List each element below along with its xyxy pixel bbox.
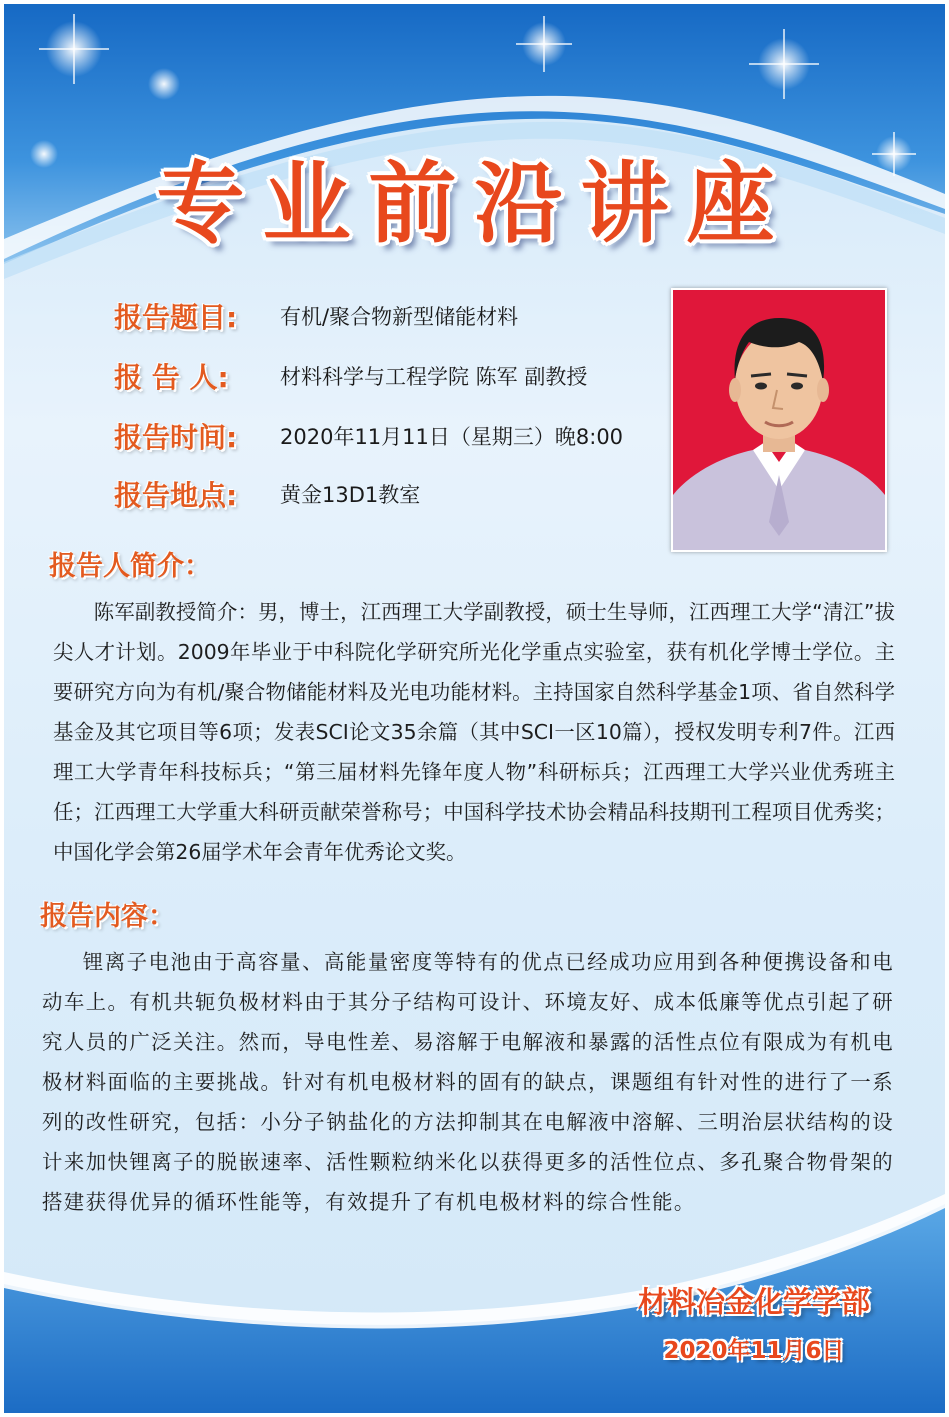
speaker-value: 材料科学与工程学院 陈军 副教授	[280, 365, 588, 389]
poster-date: 2020年11月6日	[663, 1338, 845, 1364]
speaker-label: 报 告 人:	[114, 361, 229, 394]
organizer-name: 材料冶金化学学部	[637, 1285, 870, 1319]
bio-text: 陈军副教授简介：男，博士，江西理工大学副教授，硕士生导师，江西理工大学“清江”拔尖人才计划。2009年毕业于中科院化学研究所光化学重点实验室，获有机化学博士学位。主要研究方向为有机/聚合物储能材料及光电功能材料。主持国家自然科学基金1项、省自然科学基金及其它项目等6项；发表SCI论文35余篇（其中SCI一区10篇），授权发明专利7件。江西理工大学青年科技标兵；“第三届材料先锋年度人物”科研标兵；江西理工大学兴业优秀班主任；江西理工大学重大科研贡献荣誉称号；中国科学技术协会精品科技期刊工程项目优秀奖；中国化学会第26届学术年会青年优秀论文奖。	[53, 600, 895, 864]
topic-value: 有机/聚合物新型储能材料	[280, 305, 519, 329]
time-row	[114, 416, 623, 456]
place-value: 黄金13D1教室	[280, 483, 421, 507]
speaker-portrait-icon	[673, 290, 885, 550]
time-label: 报告时间:	[114, 421, 238, 454]
content-text: 锂离子电池由于高容量、高能量密度等特有的优点已经成功应用到各种便携设备和电动车上。有机共轭负极材料由于其分子结构可设计、环境友好、成本低廉等优点引起了研究人员的广泛关注。然而，导电性差、易溶解于电解液和暴露的活性点位有限成为有机电极材料面临的主要挑战。针对有机电极材料的固有的缺点，课题组有针对性的进行了一系列的改性研究，包括：小分子钠盐化的方法抑制其在电解液中溶解、三明治层状结构的设计来加快锂离子的脱嵌速率、活性颗粒纳米化以获得更多的活性位点、多孔聚合物骨架的搭建获得优异的循环性能等，有效提升了有机电极材料的综合性能。	[42, 950, 894, 1214]
speaker-row	[114, 356, 587, 396]
lecture-poster	[4, 4, 945, 1413]
place-label: 报告地点:	[114, 479, 238, 512]
place-row	[114, 474, 420, 514]
topic-row	[114, 296, 518, 336]
time-value: 2020年11月11日（星期三）晚8:00	[280, 425, 624, 449]
speaker-photo	[671, 288, 887, 552]
topic-label: 报告题目:	[114, 301, 238, 334]
bio-heading: 报告人简介：	[49, 551, 211, 582]
content-heading: 报告内容：	[40, 901, 175, 932]
poster-title: 专业前沿讲座	[156, 152, 793, 255]
